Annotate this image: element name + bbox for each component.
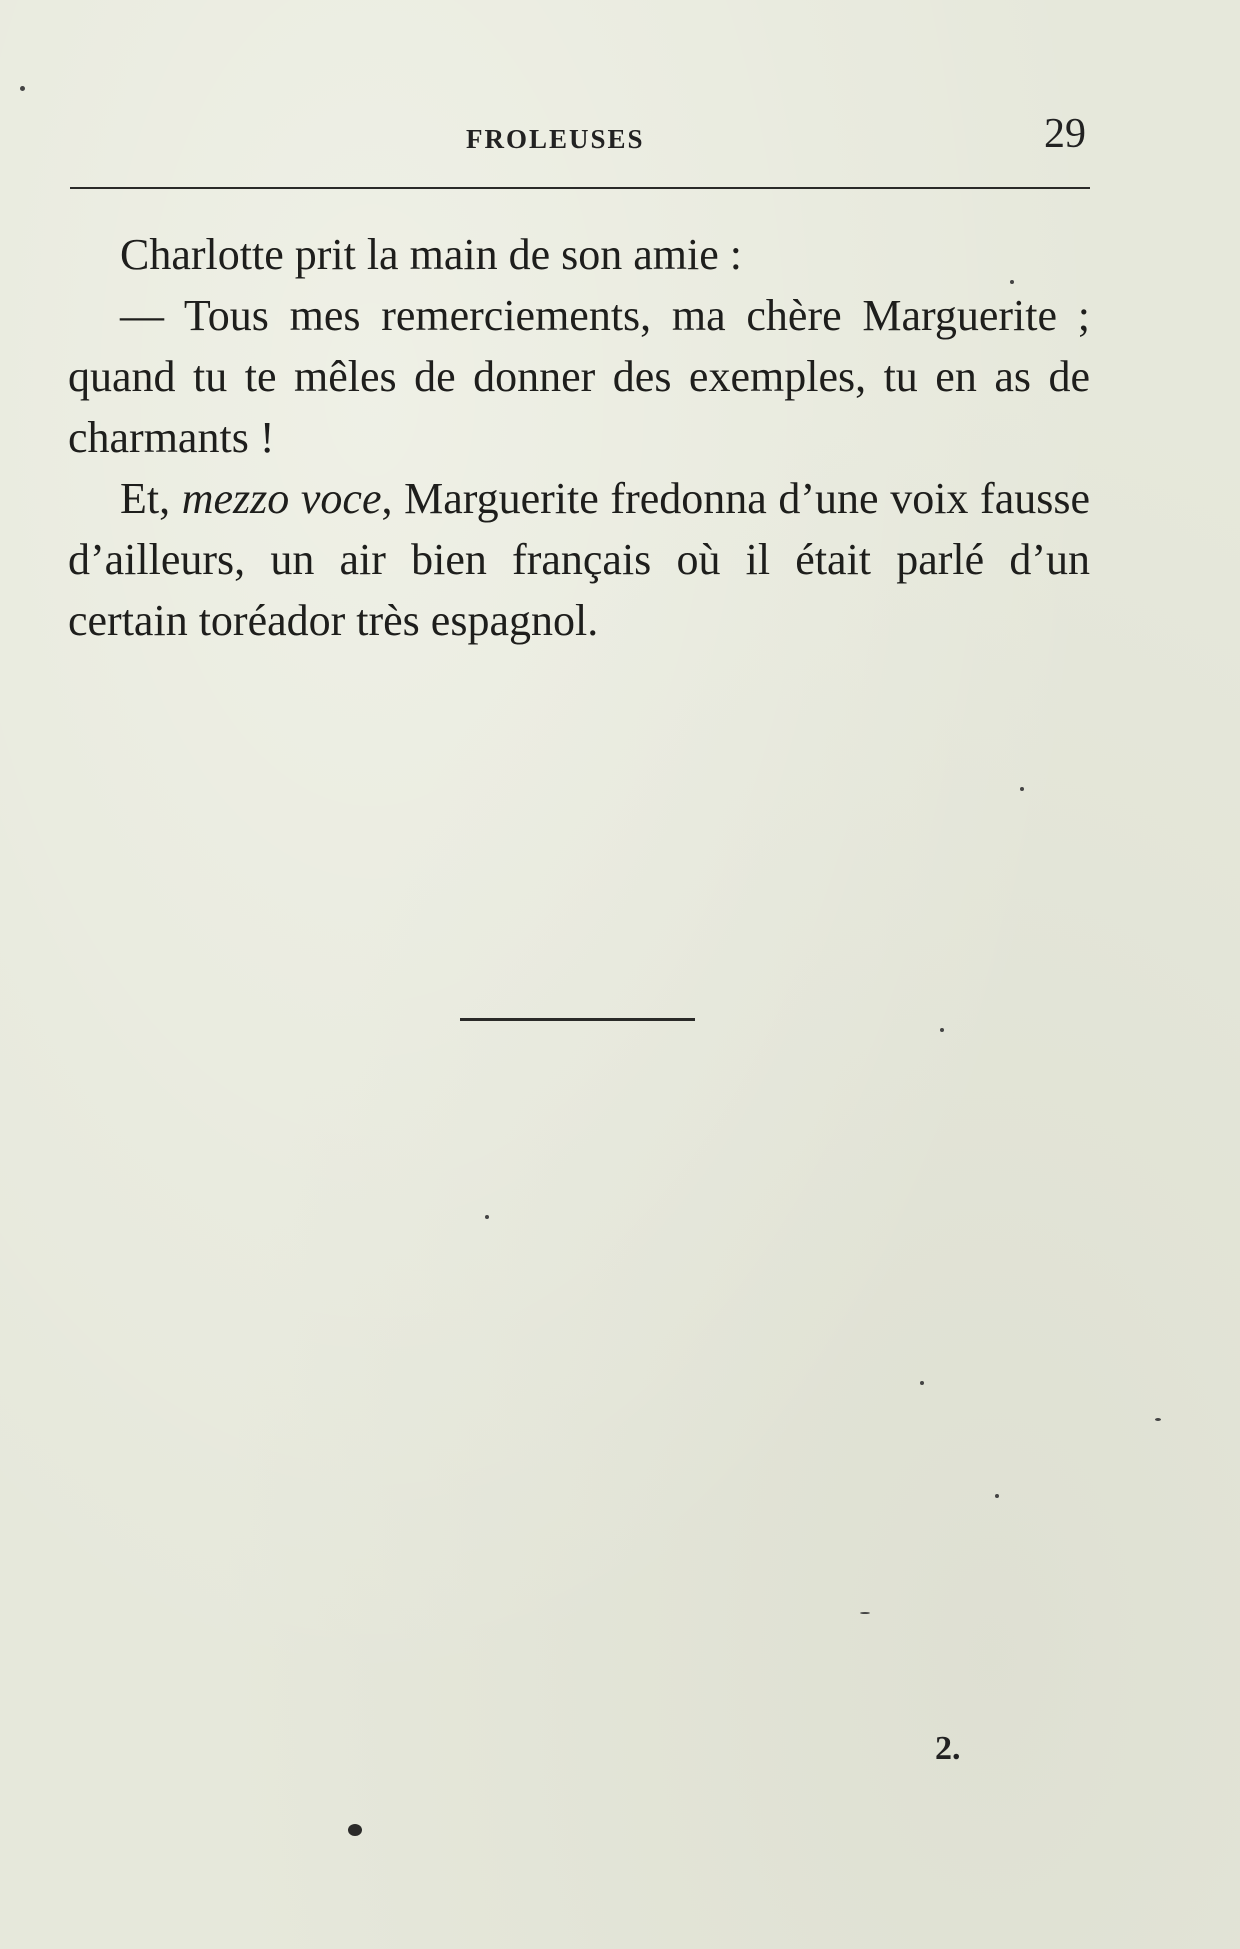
paper-speck [920,1381,924,1385]
paragraph-2: — Tous mes remerciements, ma chère Marguerite ; quand tu te mêles de donner des exemples, tu en as de charmants ! [68,291,1090,462]
paper-speck [1020,787,1024,791]
running-head [0,111,1240,158]
paper-speck [485,1215,489,1219]
paper-speck [860,1612,870,1614]
paper-speck [940,1028,944,1032]
paragraph-3 [68,468,1090,651]
ink-spot [348,1824,362,1836]
page-number: 29 [1044,111,1086,157]
paragraph-3-rest: , Marguerite fredonna d’une voix fausse d’ailleurs, un air bien français où il était parlé d’un certain toréador très espagnol. [68,474,1090,645]
signature-mark: 2. [935,1730,961,1767]
italic-phrase: mezzo voce [181,474,382,523]
section-end-rule [460,1018,695,1021]
paper-speck [20,86,25,91]
running-title: FROLEUSES [466,124,645,154]
paper-speck [1010,280,1014,284]
paragraph-1: Charlotte prit la main de son amie : [120,230,742,279]
paragraph-3-start: Et, [120,474,182,523]
header-rule [70,187,1090,189]
body-text [68,224,1090,651]
paper-speck [1155,1418,1161,1421]
paper-speck [995,1494,999,1498]
